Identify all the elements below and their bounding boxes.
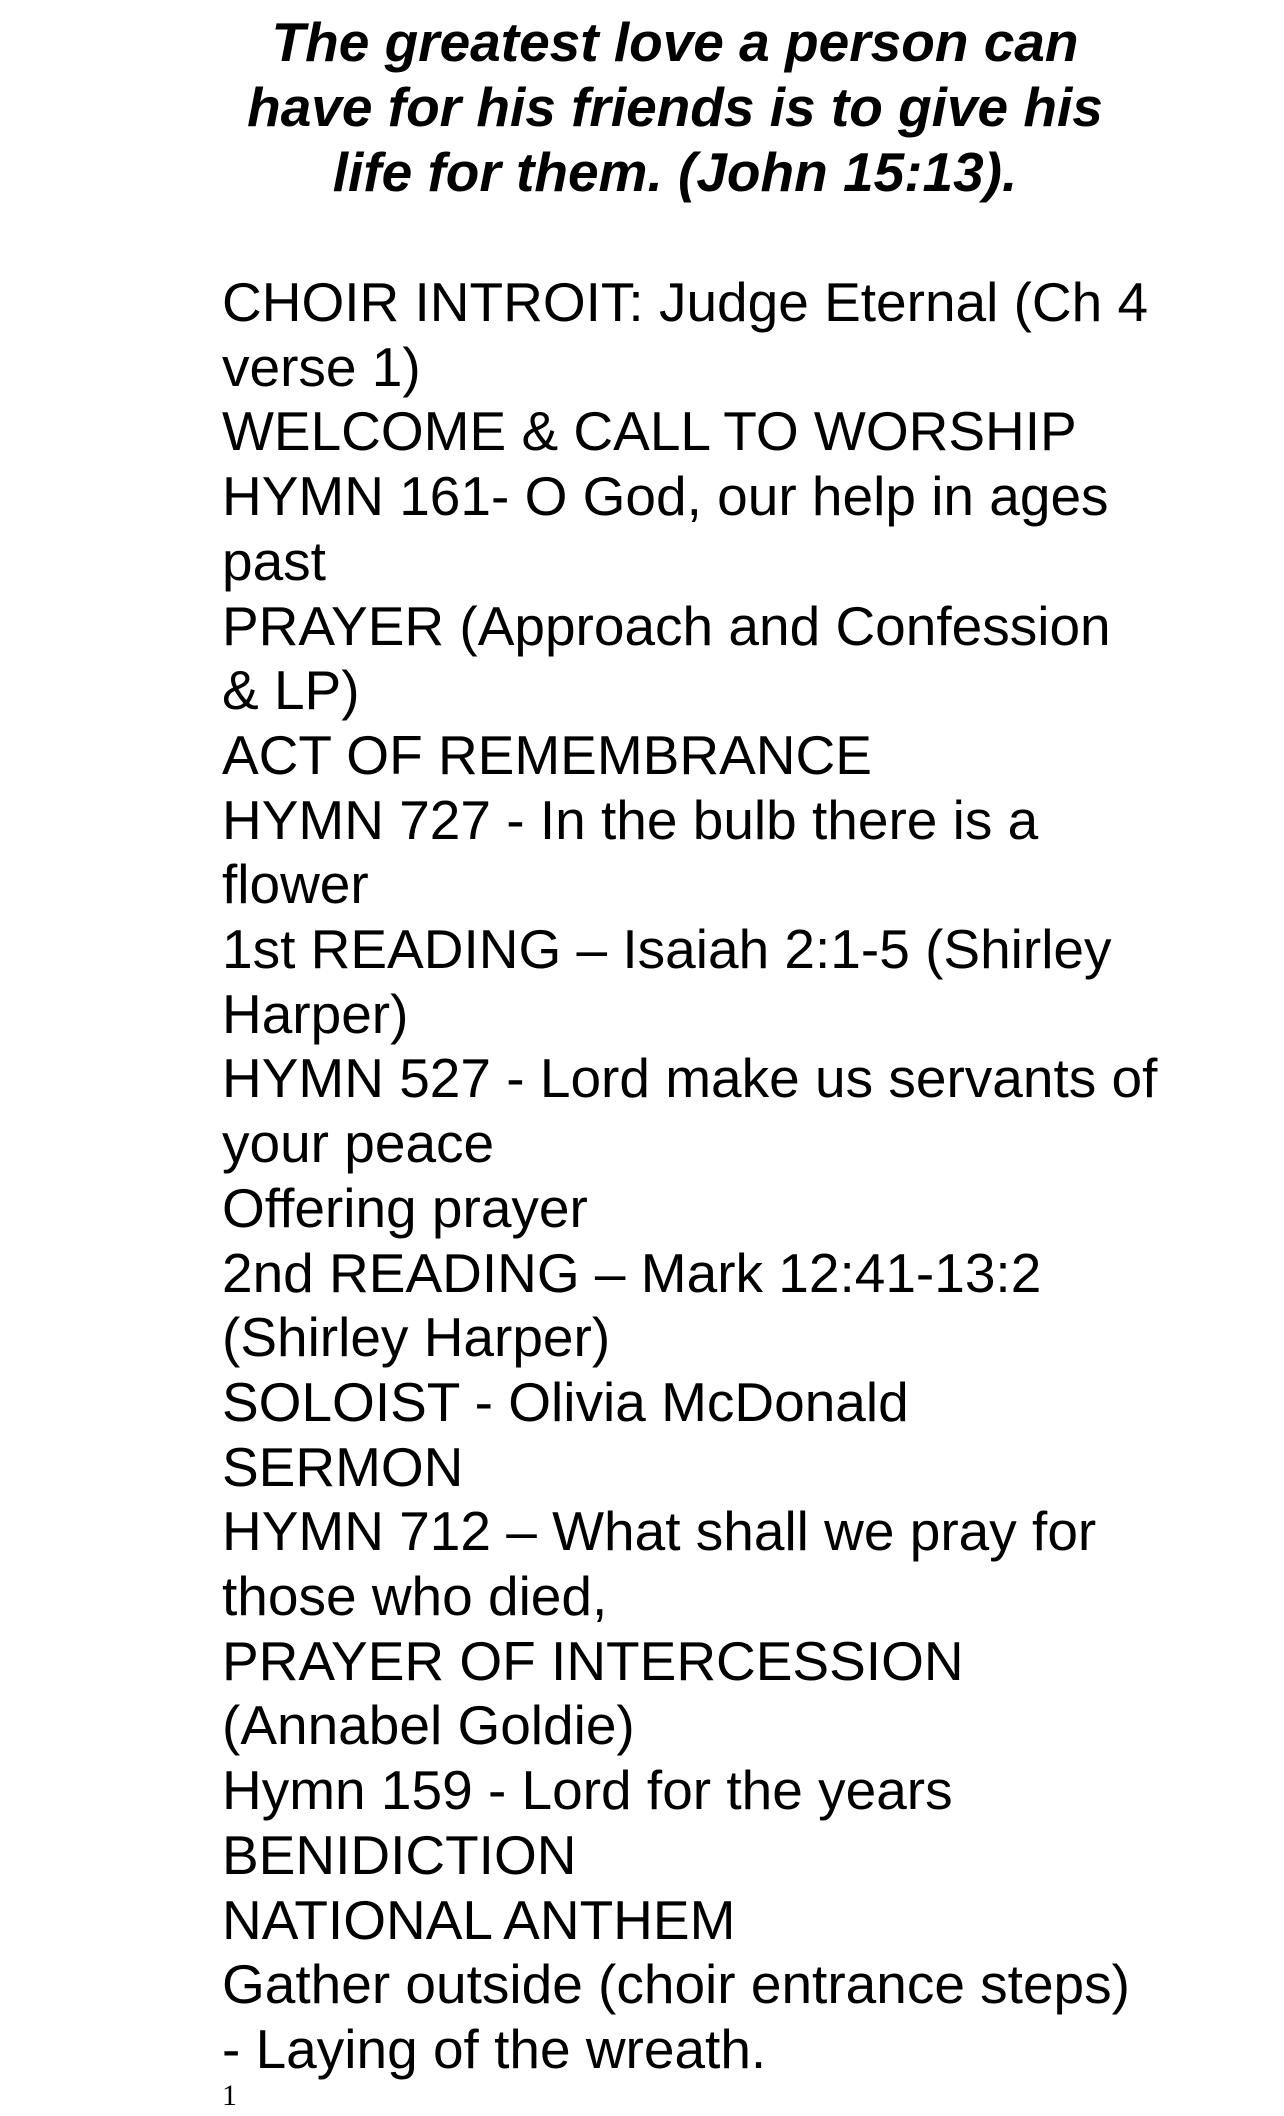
service-item-choir-introit: CHOIR INTROIT: Judge Eternal (Ch 4 verse 1) [222, 271, 1149, 398]
service-item-sermon: SERMON [222, 1435, 464, 1498]
service-item-hymn-159: Hymn 159 - Lord for the years [222, 1759, 953, 1822]
service-item-hymn-727: HYMN 727 - In the bulb there is a flower [222, 788, 1039, 916]
scripture-quote: The greatest love a person can have for his friends is to give his life for them. (John 15:13). [247, 11, 1103, 203]
service-item-hymn-527: HYMN 527 - Lord make us servants of your peace [222, 1047, 1158, 1175]
service-item-prayer-of-intercession: PRAYER OF INTERCESSION (Annabel Goldie) [222, 1629, 964, 1757]
service-item-benediction: BENIDICTION [222, 1823, 577, 1886]
service-item-act-of-remembrance: ACT OF REMEMBRANCE [222, 723, 872, 786]
order-of-service [222, 270, 1162, 2082]
service-item-soloist: SOLOIST - Olivia McDonald [222, 1370, 909, 1433]
service-item-hymn-712: HYMN 712 – What shall we pray for those who died, [222, 1500, 1097, 1628]
service-item-first-reading: 1st READING – Isaiah 2:1-5 (Shirley Harper) [222, 918, 1112, 1045]
service-item-hymn-161: HYMN 161- O God, our help in ages past [222, 465, 1109, 592]
service-item-national-anthem: NATIONAL ANTHEM [222, 1888, 736, 1951]
service-item-prayer-approach: PRAYER (Approach and Confession & LP) [222, 594, 1111, 722]
service-item-welcome: WELCOME & CALL TO WORSHIP [222, 400, 1077, 463]
service-item-second-reading: 2nd READING – Mark 12:41-13:2 (Shirley Harper) [222, 1241, 1042, 1369]
service-item-offering-prayer: Offering prayer [222, 1176, 588, 1239]
service-item-wreath-laying: Gather outside (choir entrance steps) - Laying of the wreath. [222, 1953, 1130, 2080]
page-number: 1 [222, 2079, 237, 2112]
